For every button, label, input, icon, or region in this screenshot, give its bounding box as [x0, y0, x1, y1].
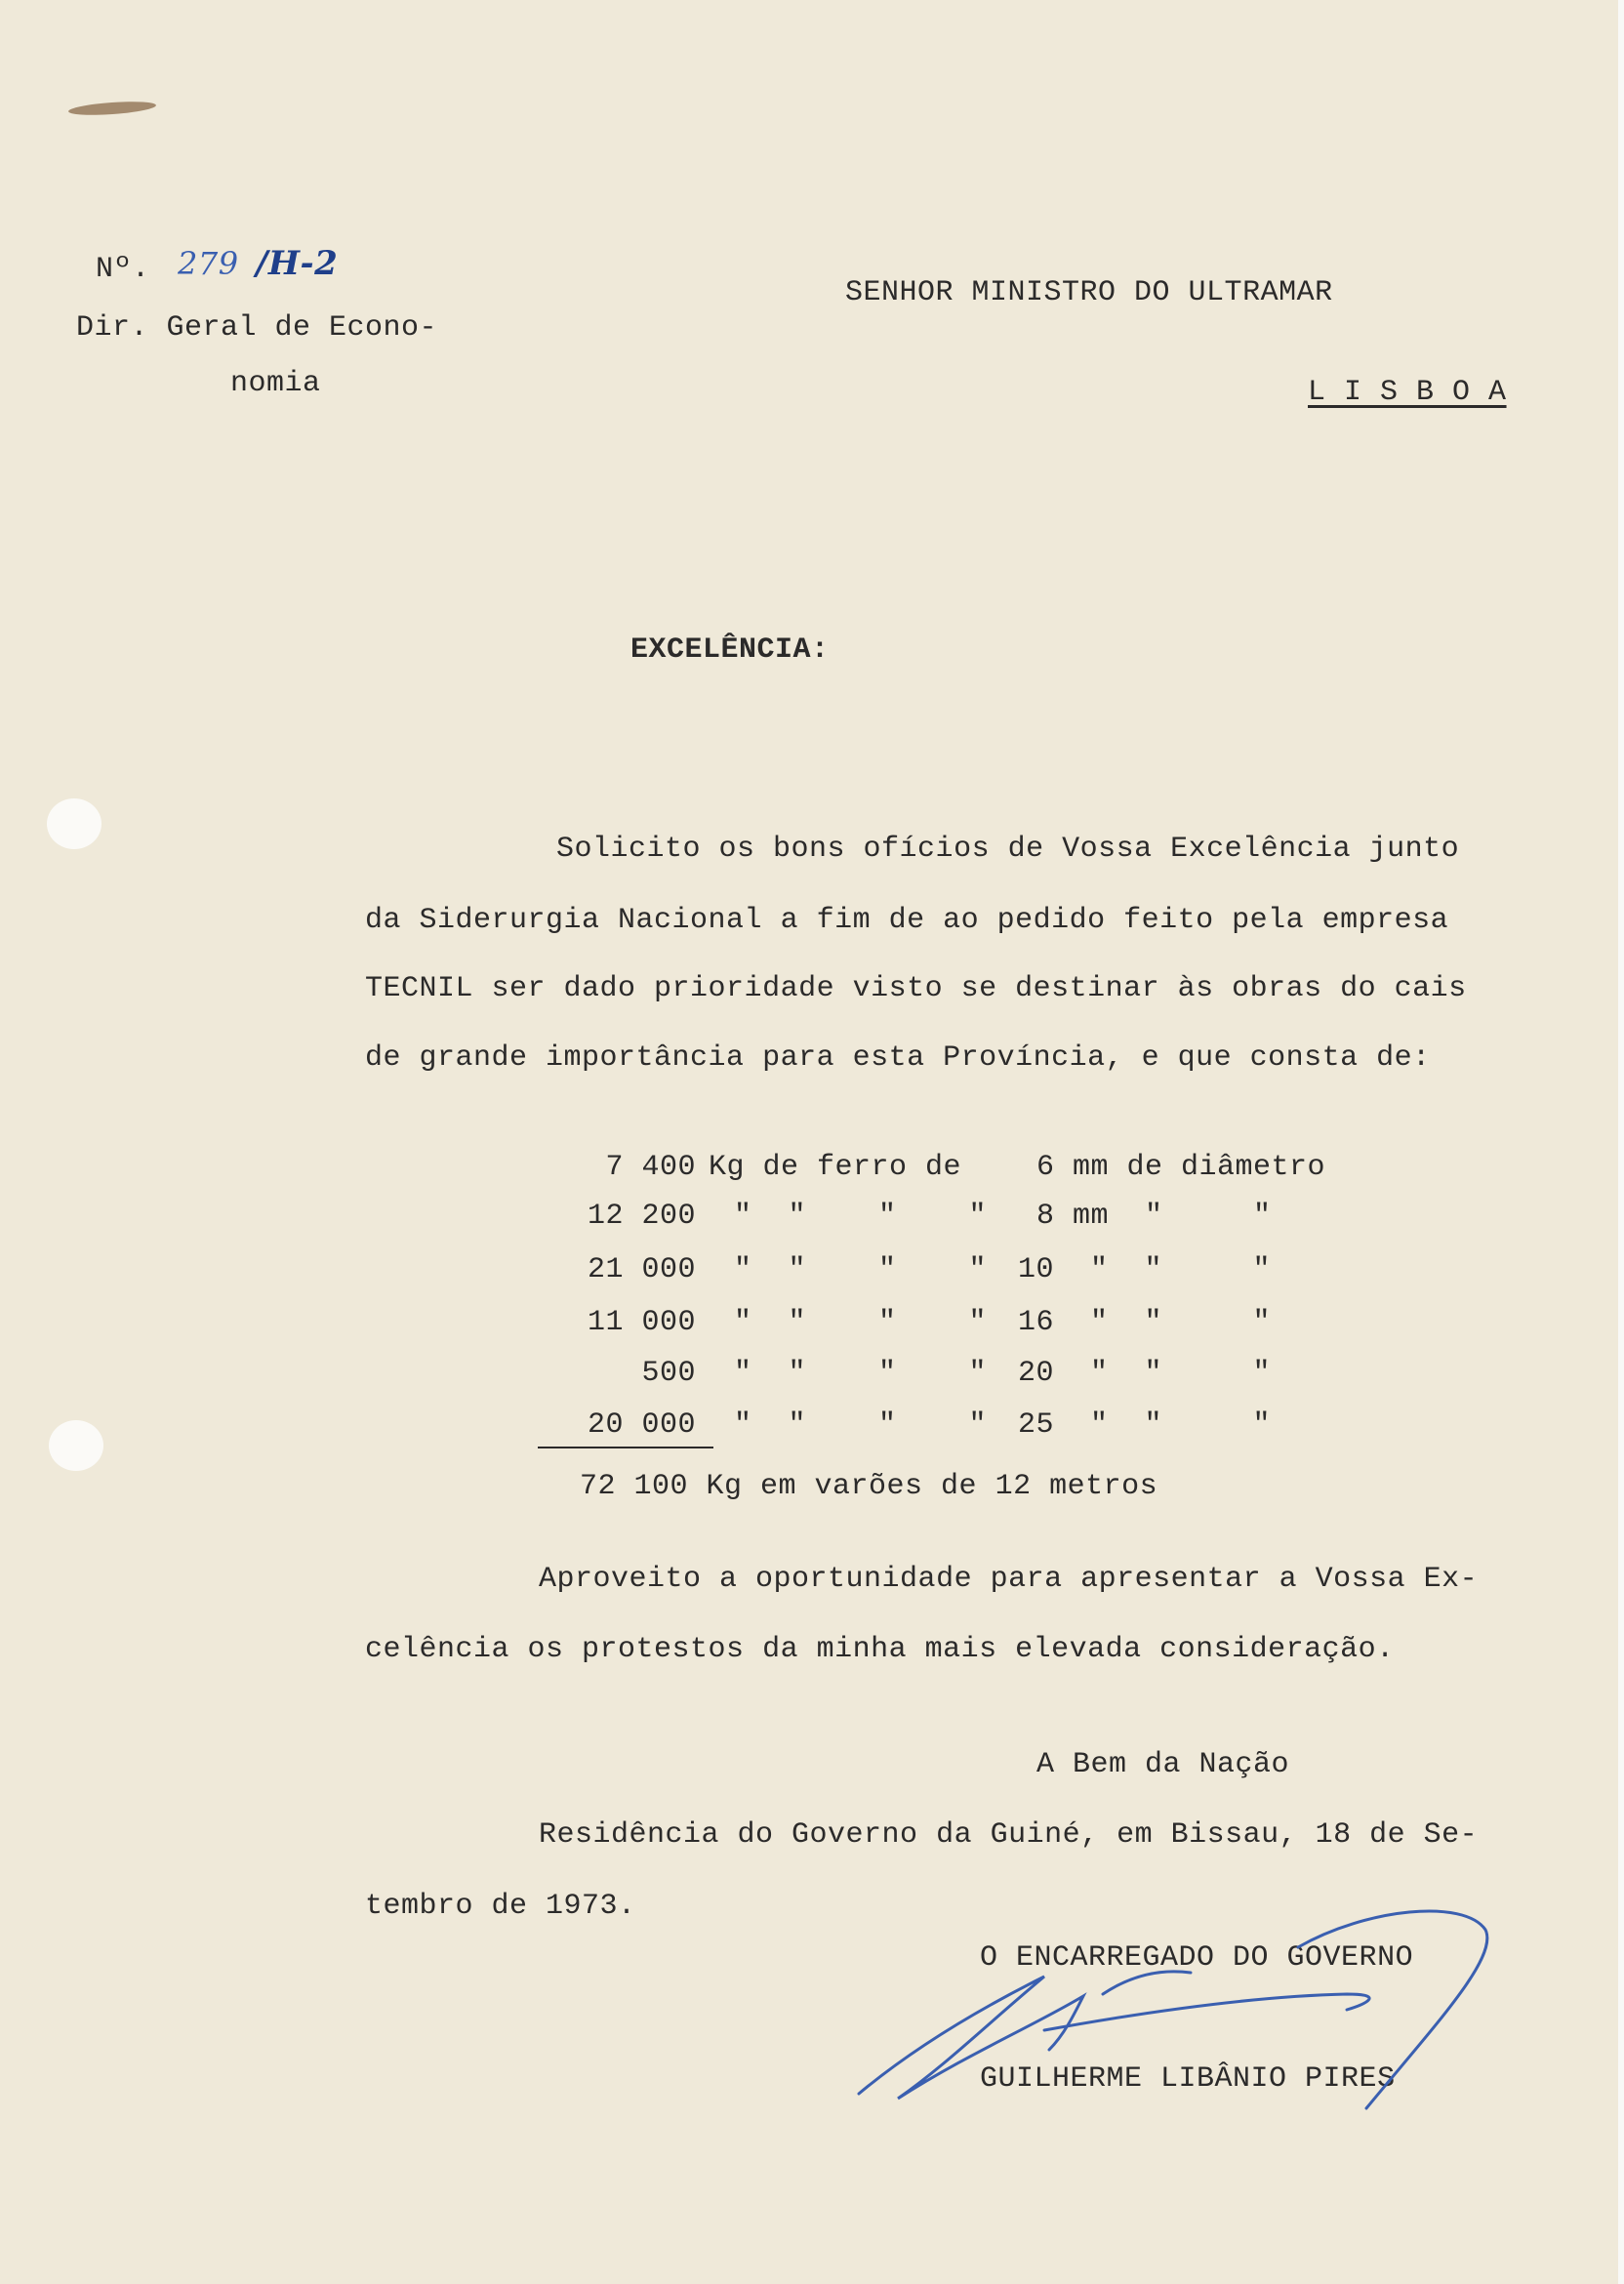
punch-hole-bottom: [49, 1420, 103, 1471]
description-cell: " " " ": [734, 1306, 988, 1339]
description-cell: Kg de ferro de: [709, 1151, 962, 1184]
addressee-city: L I S B O A: [1308, 376, 1507, 409]
diameter-cell: 6 mm de diâmetro: [1036, 1151, 1326, 1184]
paragraph-1-line-1: Solicito os bons ofícios de Vossa Excelência junto: [556, 833, 1460, 866]
diameter-cell: 8 mm " ": [1036, 1200, 1272, 1233]
total-line: 72 100 Kg em varões de 12 metros: [580, 1470, 1158, 1503]
closing-line-2: celência os protestos da minha mais elevada consideração.: [365, 1633, 1395, 1666]
amount-cell: 21 000: [587, 1253, 696, 1286]
sender-line-1: Dir. Geral de Econo-: [76, 311, 438, 345]
description-cell: " " " ": [734, 1200, 988, 1233]
closing-line-1: Aproveito a oportunidade para apresentar a Vossa Ex-: [539, 1563, 1479, 1596]
signatory-title: O ENCARREGADO DO GOVERNO: [980, 1941, 1414, 1975]
reference-handwritten-suffix: /H-2: [256, 244, 339, 283]
paragraph-1-line-3: TECNIL ser dado prioridade visto se destinar às obras do cais: [365, 972, 1467, 1005]
amount-cell: 11 000: [587, 1306, 696, 1339]
amount-cell: 20 000: [587, 1408, 696, 1442]
handwritten-signature: [839, 1889, 1503, 2113]
diameter-cell: 20 " " ": [1018, 1357, 1272, 1390]
sender-line-2: nomia: [230, 367, 321, 400]
sum-underline: [538, 1447, 713, 1448]
salutation: EXCELÊNCIA:: [630, 633, 830, 667]
description-cell: " " " ": [734, 1408, 988, 1442]
paragraph-1-line-4: de grande importância para esta Província, e que consta de:: [365, 1041, 1431, 1075]
page-edge: [1618, 0, 1624, 2284]
amount-cell: 500: [641, 1357, 696, 1390]
reference-number: 279: [178, 245, 239, 282]
amount-cell: 7 400: [605, 1151, 696, 1184]
signatory-name: GUILHERME LIBÂNIO PIRES: [980, 2062, 1396, 2096]
date-line-1: Residência do Governo da Guiné, em Bissau, 18 de Se-: [539, 1818, 1479, 1852]
ink-smudge: [68, 100, 157, 117]
amount-cell: 12 200: [587, 1200, 696, 1233]
diameter-cell: 16 " " ": [1018, 1306, 1272, 1339]
motto: A Bem da Nação: [1036, 1748, 1290, 1781]
date-line-2: tembro de 1973.: [365, 1890, 636, 1923]
diameter-cell: 10 " " ": [1018, 1253, 1272, 1286]
punch-hole-top: [47, 798, 102, 849]
reference-prefix: Nº.: [96, 253, 150, 286]
paragraph-1-line-2: da Siderurgia Nacional a fim de ao pedido feito pela empresa: [365, 904, 1449, 937]
description-cell: " " " ": [734, 1357, 988, 1390]
addressee: SENHOR MINISTRO DO ULTRAMAR: [845, 276, 1333, 309]
description-cell: " " " ": [734, 1253, 988, 1286]
diameter-cell: 25 " " ": [1018, 1408, 1272, 1442]
